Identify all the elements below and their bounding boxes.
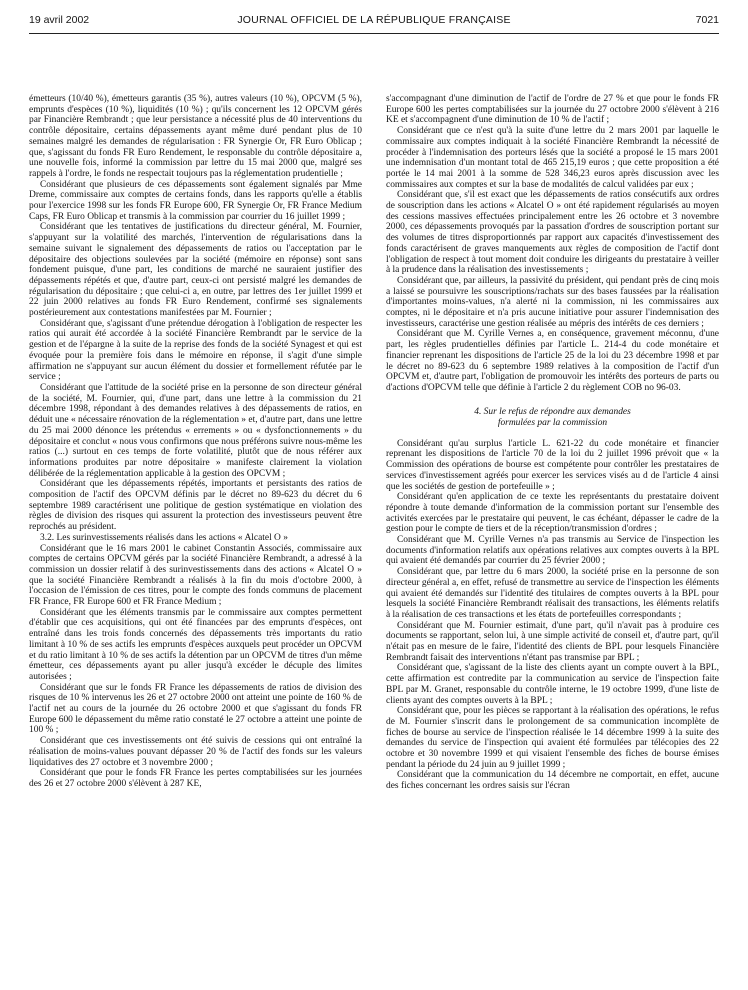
paragraph: Considérant qu'en application de ce texte les représentants du prestataire doivent répondre à toute demande d'information de la commission portant sur l'ensemble des activités exercées par le prestataire qui peuvent, le cas échéant, dépasser le cadre de la gestion pour le compte de tiers et de la réception/transmission d'ordres ; <box>386 492 719 535</box>
section-title-line: formulées par la commission <box>497 417 608 428</box>
paragraph: Considérant que, s'agissant de la liste des clients ayant un compte ouvert à la BPL, cette affirmation est contredite par la communication au service de l'inspection faite BPL par M. Granet, responsable du contrôle interne, le 19 octobre 1999, d'une liste de clients ayant des comptes ouverts à la BPL ; <box>386 663 719 706</box>
paragraph: Considérant que les tentatives de justifications du directeur général, M. Fournier, s'appuyant sur la volatilité des marchés, l'intervention de régularisations dans la semaine suivant le signalement des dépassements de ratios ou l'acceptation par le dépositaire des objections soulevées par la société (mémoire en réponse) sont sans fondement puisque, d'une part, les conditions de marché ne sauraient justifier des dépassements répétés et que, d'autre part, ceux-ci ont persisté malgré les demandes de régularisation du dépositaire ; que celui-ci a, en outre, par lettres des 1er juillet 1999 et 22 juin 2000 relatives au fonds FR Euro Rendement, confirmé ses signalements postérieurement aux contestations manifestées par M. Fournier ; <box>29 222 362 319</box>
header-page-number: 7021 <box>695 14 719 26</box>
section-title <box>386 407 719 429</box>
paragraph: Considérant qu'au surplus l'article L. 621-22 du code monétaire et financier reprenant les dispositions de l'article 70 de la loi du 2 juillet 1996 prévoit que « la Commission des opérations de bourse est compétente pour contrôler les prestataires de services d'investissement agréés pour exercer les services visés au d de l'article 4 ainsi que les sociétés de gestion de portefeuille » ; <box>386 438 719 492</box>
paragraph: Considérant que M. Fournier estimait, d'une part, qu'il n'avait pas à produire ces documents se rapportant, selon lui, à une simple activité de conseil et, d'autre part, qu'il n'était pas en mesure de le faire, l'identité des clients de BPL pour lesquels Financière Rembrandt faisait des interventions n'étant pas transmise par BPL ; <box>386 620 719 663</box>
paragraph: Considérant que, pour les pièces se rapportant à la réalisation des opérations, le refus de M. Fournier s'inscrit dans le prolongement de sa communication incomplète de fiches de bourse au service de l'inspection réalisée le 14 décembre 1999 à la suite des demandes du service de l'inspection qui avaient été formulées par télécopies des 22 octobre et 30 novembre 1999 et qui visaient l'ensemble des fiches de bourse émises pendant la période du 24 juin au 9 juillet 1999 ; <box>386 706 719 770</box>
paragraph: Considérant que le 16 mars 2001 le cabinet Constantin Associés, commissaire aux comptes de certains OPCVM gérés par la société Financière Rembrandt, a adressé à la commission un dossier relatif à des surinvestissements dans des actions « Alcatel O » que la société Financière Rembrandt a réalisés à la fin du mois d'octobre 2000, à l'occasion de l'émission de ces titres, pour le compte des fonds communs de placement FR France, FR Europe 600 et FR France Medium ; <box>29 543 362 608</box>
paragraph: Considérant que ces investissements ont été suivis de cessions qui ont entraîné la réalisation de moins-values pouvant dépasser 20 % de l'actif des fonds sur les valeurs liquidatives des 27 octobre et 3 novembre 2000 ; <box>29 736 362 768</box>
paragraph: Considérant que pour le fonds FR France les pertes comptabilisées sur les journées des 26 et 27 octobre 2000 s'élèvent à 287 KE, <box>29 768 362 789</box>
paragraph: Considérant que M. Cyrille Vernes a, en conséquence, gravement méconnu, d'une part, les règles prudentielles définies par l'article L. 214-4 du code monétaire et financier reprenant les dispositions de l'article 25 de la loi du 23 décembre 1998 et par le décret no 89-623 du 6 septembre 1989 relatives à la composition de l'actif d'un OPCVM et, d'autre part, l'obligation de promouvoir les intérêts des porteurs de parts ou d'actions d'OPCVM telle que définie à l'article 2 du règlement COB no 96-03. <box>386 329 719 393</box>
paragraph: Considérant que, par lettre du 6 mars 2000, la société prise en la personne de son directeur général a, en effet, refusé de transmettre au service de l'inspection les éléments qui avaient été demandés sur l'identité des titulaires de comptes ouverts à la BPL pour lesquels la société Financière Rembrandt réalisait des transactions, les éléments relatifs à la réalisation de ces transactions et les états de portefeuilles correspondants ; <box>386 567 719 620</box>
paragraph: Considérant que ce n'est qu'à la suite d'une lettre du 2 mars 2001 par laquelle le commissaire aux comptes indiquait à la société Financière Rembrandt la nécessité de procéder à l'indemnisation des porteurs lésés que la société a proposé le 15 mars 2001 une indemnisation d'un montant total de 465 215,19 euros ; que cette proposition a été portée le 14 mai 2001 à la somme de 528 346,23 euros après discussion avec les commissaires aux comptes et sur la base de modalités de calcul validées par eux ; <box>386 126 719 190</box>
header-date: 19 avril 2002 <box>29 14 90 26</box>
section-title: 3.2. Les surinvestissements réalisés dans les actions « Alcatel O » <box>40 532 288 543</box>
paragraph: s'accompagnant d'une diminution de l'actif de l'ordre de 27 % et que pour le fonds FR Europe 600 les pertes comptabilisées sur la journée du 27 octobre 2000 s'élèvent à 216 KE et s'accompagnent d'une diminution de 10 % de l'actif ; <box>386 94 719 126</box>
paragraph: émetteurs (10/40 %), émetteurs garantis (35 %), autres valeurs (10 %), OPCVM (5 %), emprunts d'espèces (10 %), liquidités (10 %) ; qu'ils concernent les 12 OPCVM gérés par Financière Rembrandt ; que leur persistance a nécessité plus de 40 interventions du contrôle dépositaire, certains dépassements ayant même duré pendant plus de 10 semaines malgré les demandes de régularisation : FR Synergie Or, FR Euro Oblicap ; que, s'agissant du fonds FR Euro Rendement, le responsable du contrôle dépositaire a, une nouvelle fois, informé la commission par lettre du 15 mai 2000 que, malgré ses rappels à l'ordre, le fonds ne respectait toujours pas la réglementation prudentielle ; <box>29 94 362 179</box>
right-column <box>386 94 719 986</box>
section-title-line: 4. Sur le refus de répondre aux demandes <box>474 406 631 417</box>
paragraph: Considérant que M. Cyrille Vernes n'a pas transmis au Service de l'inspection les documents d'information relatifs aux opérations relatives aux comptes ouverts à la BPL qui avaient été demandés par courrier du 25 février 2000 ; <box>386 535 719 567</box>
paragraph: Considérant que, s'il est exact que les dépassements de ratios consécutifs aux ordres de souscription dans les actions « Alcatel O » ont été rapidement régularisés au moyen des cessions massives effectuées principalement entre les 26 octobre et 3 novembre 2000, ces dépassements provoqués par la passation d'ordres de souscription portant sur des volumes de titres disproportionnés par rapport aux capacités d'investissement des fonds caractérisent de graves manquements aux règles de composition de l'actif dont l'obligation de respect à tout moment doit conduire les dirigeants du prestataire à veiller à la prudence dans la réalisation des investissements ; <box>386 190 719 276</box>
paragraph: Considérant que l'attitude de la société prise en la personne de son directeur général de la société, M. Fournier, qui, d'une part, dans une lettre à la commission du 21 décembre 1998, répondant à des demandes relatives à des dépassements de ratios, en déduit une « nécessaire rénovation de la réglementation » et, d'autre part, dans une lettre du 25 mai 2000 dénonce les prétendus « errements » ou « dysfonctionnements » du dépositaire et conclut « nous vous confirmons que nous préférons suivre nous-même les ratios (...) surtout en ces temps de forte volatilité, plutôt que de nous référer aux informations produites par notre dépositaire » manifeste clairement la violation délibérée de la réglementation applicable à la gestion des OPCVM ; <box>29 382 362 479</box>
header-journal-title: JOURNAL OFFICIEL DE LA RÉPUBLIQUE FRANÇAISE <box>237 14 511 26</box>
paragraph: Considérant que sur le fonds FR France les dépassements de ratios de division des risques de 10 % intervenus les 26 et 27 octobre 2000 ont atteint une pointe de 160 % de l'actif net au cours de la journée du 26 octobre 2000 et que s'agissant du fonds FR Europe 600 le dépassement du même ratio constaté le 27 octobre a atteint une pointe de 100 % ; <box>29 682 362 736</box>
page-header <box>29 14 719 30</box>
paragraph: Considérant que, s'agissant d'une prétendue dérogation à l'obligation de respecter les ratios qui aurait été accordée à la société Financière Rembrandt par le service de la gestion et de l'épargne à la suite de la reprise des fonds de la société Synagest et qui est évoquée pour la première fois dans le mémoire en réponse, il s'agit d'une simple affirmation ne s'appuyant sur aucun élément du dossier et formellement réfutée par le service ; <box>29 318 362 383</box>
paragraph: Considérant que les dépassements répétés, importants et persistants des ratios de composition de l'actif des OPCVM définis par le décret no 89-623 du décret du 6 septembre 1989 caractérisent une politique de gestion systématique en violation des règles de division des risques qui assurent la protection des investisseurs peuvent être reprochés au président. <box>29 479 362 533</box>
header-rule <box>29 33 719 34</box>
paragraph: Considérant que les éléments transmis par le commissaire aux comptes permettent d'établir que ces acquisitions, qui ont été financées par des emprunts d'espèces, ont entraîné dans les trois fonds concernés des dépassements très importants du ratio limitant à 10 % de ses actifs les emprunts d'espèces auxquels peut procéder un OPCVM et du ratio limitant à 10 % de ses actifs la détention par un OPCVM de titres d'un même émetteur, ces dépassements ayant pu aller jusqu'à excéder le décuple des limites autorisées ; <box>29 607 362 682</box>
left-column <box>29 94 362 986</box>
paragraph: Considérant que la communication du 14 décembre ne comportait, en effet, aucune des fiches concernant les ordres saisis sur l'écran <box>386 770 719 792</box>
paragraph: Considérant que, par ailleurs, la passivité du président, qui pendant près de cinq mois a laissé se poursuivre les souscriptions/rachats sur des bases faussées par la réalisation d'importantes moins-values, n'a alerté ni la commission, ni les commissaires aux comptes, ni le dépositaire et n'a pris aucune initiative pour assurer l'indemnisation des investisseurs, caractérise une gestion réalisée au mépris des intérêts de ces derniers ; <box>386 275 719 329</box>
paragraph: Considérant que plusieurs de ces dépassements sont également signalés par Mme Dreme, commissaire aux comptes de certains fonds, dans les rapports qu'elle a établis pour l'exercice 1998 sur les fonds FR Europe 600, FR Synergie Or, FR France Medium Caps, FR Euro Oblicap et transmis à la commission par courrier du 16 juillet 1999 ; <box>29 179 362 222</box>
